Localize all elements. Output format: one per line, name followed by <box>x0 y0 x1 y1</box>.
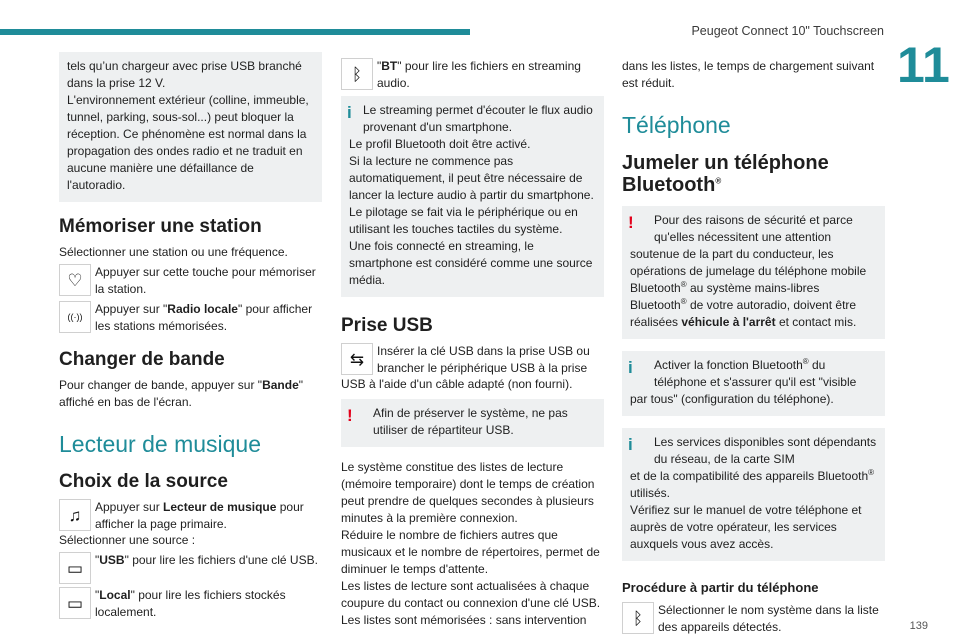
heading-procedure: Procédure à partir du téléphone <box>622 580 819 595</box>
intro-text: dans les listes, le temps de chargement suivant est réduit. <box>622 59 875 90</box>
procedure-text: Sélectionner le nom système dans la liste des appareils détectés. <box>658 603 879 634</box>
source-row <box>59 499 322 533</box>
note-text: soutenue de la part du conducteur, les opérations de jumelage du téléphone mobile Bluetooth® au système mains-libres Bluetooth® de votre autoradio, doivent être réalisées véhicule à l'arrêt et contact mis. <box>630 247 867 329</box>
heading-lecteur: Lecteur de musique <box>59 431 262 457</box>
memoriser-row-1-text: Appuyer sur cette touche pour mémoriser la station. <box>95 265 316 296</box>
note-text: Activer la fonction Bluetooth® du téléphone et s'assurer qu'il est "visible <box>654 357 857 389</box>
usb-plug-row <box>341 343 604 377</box>
music-note-icon: ♫ <box>59 499 91 531</box>
procedure-row <box>622 602 885 636</box>
heading-bande: Changer de bande <box>59 349 225 370</box>
usb-device-icon: ▭ <box>59 552 91 584</box>
usb-plug-icon: ⇆ <box>341 343 373 375</box>
note-text: Vérifiez sur le manuel de votre téléphone et auprès de votre opérateur, les services auxquels vous avez accès. <box>630 503 862 551</box>
bt-source-row <box>341 58 604 92</box>
note-text: Si la lecture ne commence pas automatiquement, il peut être nécessaire de lancer la lecture audio à partir du smartphone. <box>349 154 594 202</box>
info-icon: i <box>347 103 352 122</box>
note-text: Pour des raisons de sécurité et parce qu'elles nécessitent une attention <box>654 213 853 244</box>
column-3 <box>622 52 885 639</box>
info-icon: i <box>628 435 633 454</box>
usb-source-row <box>59 552 322 584</box>
note-text: Le streaming permet d'écouter le flux audio provenant d'un smartphone. <box>363 103 593 134</box>
usb-warning-note <box>341 399 604 447</box>
heart-icon: ♡ <box>59 264 91 296</box>
note-text: et de la compatibilité des appareils Bluetooth® utilisés. <box>630 468 875 500</box>
warning-icon: ! <box>628 213 634 232</box>
source-select: Sélectionner une source : <box>59 533 196 547</box>
usb-plug-text-cont: USB à l'aide d'un câble adapté (non fourni). <box>341 377 573 391</box>
bluetooth-icon: ᛒ <box>341 58 373 90</box>
local-source-text: "Local" pour lire les fichiers stockés localement. <box>95 588 286 619</box>
safety-warning-note <box>622 206 885 339</box>
memoriser-intro: Sélectionner une station ou une fréquence. <box>59 245 288 259</box>
streaming-info-note <box>341 96 604 297</box>
usb-paragraph: Les listes de lecture sont actualisées à chaque coupure du contact ou connexion d'une clé USB. Les listes sont mémorisées : sans intervention <box>341 579 601 627</box>
page-header-title: Peugeot Connect 10" Touchscreen <box>691 24 884 38</box>
usb-source-text: "USB" pour lire les fichiers d'une clé USB. <box>95 553 318 567</box>
bt-source-text: "BT" pour lire les fichiers en streaming audio. <box>377 59 581 90</box>
radio-waves-icon: ((·)) <box>59 301 91 333</box>
note-text: Une fois connecté en streaming, le smartphone est considéré comme une source média. <box>349 239 593 287</box>
bluetooth-info-note <box>622 351 885 416</box>
page-number: 139 <box>909 620 928 632</box>
column-2 <box>341 52 604 629</box>
note-text: tels qu’un chargeur avec prise USB branché dans la prise 12 V. <box>67 59 302 90</box>
note-text: L'environnement extérieur (colline, immeuble, tunnel, parking, sous-sol...) peut bloquer la réception. Ce phénomène est normal dans la propagation des ondes radio et ne traduit en aucune manière une défaillance de l'autoradio. <box>67 93 309 192</box>
memoriser-row-2-text: Appuyer sur "Radio locale" pour afficher les stations mémorisées. <box>95 302 313 333</box>
memoriser-row-1 <box>59 264 322 298</box>
header-bar <box>0 29 470 35</box>
note-text: Les services disponibles sont dépendants du réseau, de la carte SIM <box>654 435 877 466</box>
radio-reception-note <box>59 52 322 202</box>
column-1 <box>59 52 322 624</box>
local-device-icon: ▭ <box>59 587 91 619</box>
note-text: par tous" (configuration du téléphone). <box>630 392 834 406</box>
heading-memoriser: Mémoriser une station <box>59 216 262 237</box>
heading-usb: Prise USB <box>341 315 433 336</box>
note-text: Le profil Bluetooth doit être activé. <box>349 137 531 151</box>
chapter-number: 11 <box>897 37 950 93</box>
heading-jumeler: Jumeler un téléphone Bluetooth® <box>622 152 829 196</box>
usb-paragraph: Réduire le nombre de fichiers autres que musicaux et le nombre de répertoires, permet de diminuer le temps d'attente. <box>341 528 600 576</box>
bande-text: Pour changer de bande, appuyer sur "Bande" affiché en bas de l'écran. <box>59 378 304 409</box>
memoriser-row-2 <box>59 301 322 335</box>
local-source-row <box>59 587 322 621</box>
info-icon: i <box>628 358 633 377</box>
source-row-text: Appuyer sur Lecteur de musique pour afficher la page primaire. <box>95 500 304 531</box>
services-info-note <box>622 428 885 561</box>
bluetooth-icon: ᛒ <box>622 602 654 634</box>
usb-plug-text: Insérer la clé USB dans la prise USB ou brancher le périphérique USB à la prise <box>377 344 590 375</box>
note-text: Le pilotage se fait via le périphérique ou en utilisant les touches tactiles du système. <box>349 205 578 236</box>
note-text: Afin de préserver le système, ne pas utiliser de répartiteur USB. <box>373 406 568 437</box>
warning-icon: ! <box>347 406 353 425</box>
heading-telephone: Téléphone <box>622 112 731 138</box>
heading-source: Choix de la source <box>59 471 228 492</box>
usb-paragraph: Le système constitue des listes de lecture (mémoire temporaire) dont le temps de création peut prendre de quelques secondes à plusieurs minutes à la première connexion. <box>341 460 595 525</box>
